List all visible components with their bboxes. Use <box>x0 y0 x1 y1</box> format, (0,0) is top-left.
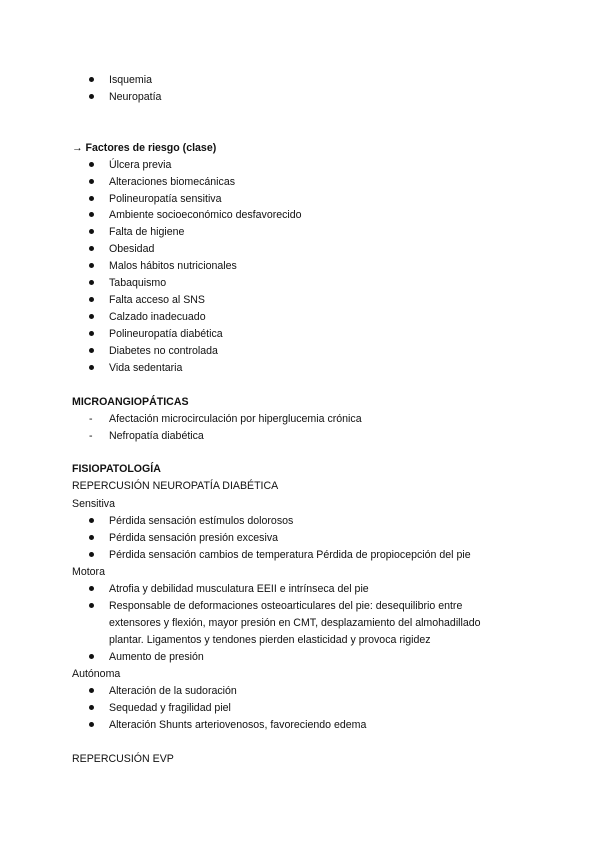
list-item-text: Obesidad <box>109 243 155 255</box>
neuropathy-subheading: REPERCUSIÓN NEUROPATÍA DIABÉTICA <box>72 480 279 492</box>
bullet-icon <box>87 224 95 240</box>
motor-label: Motora <box>72 566 105 578</box>
list-item-text: Polineuropatía diabética <box>109 328 223 340</box>
list-item-text: Calzado inadecuado <box>109 311 206 323</box>
bullet-icon <box>87 530 95 546</box>
list-item-text: Pérdida sensación presión excesiva <box>109 532 279 544</box>
bullet-icon <box>87 326 95 342</box>
list-item-text: Úlcera previa <box>109 159 172 171</box>
list-item-text: Pérdida sensación estímulos dolorosos <box>109 515 294 527</box>
evp-heading: REPERCUSIÓN EVP <box>72 753 174 765</box>
bullet-icon <box>87 157 95 173</box>
list-item-text: Afectación microcirculación por hiperglucemia crónica <box>109 413 362 425</box>
list-item-text: Responsable de deformaciones osteoarticulares del pie: desequilibrio entre <box>109 600 463 612</box>
list-item-continuation: plantar. Ligamentos y tendones pierden elasticidad y provoca rigidez <box>109 634 431 646</box>
bullet-icon <box>87 292 95 308</box>
list-item-text: Falta acceso al SNS <box>109 294 205 306</box>
list-item-text: Isquemia <box>109 74 152 86</box>
list-item-text: Pérdida sensación cambios de temperatura Pérdida de propiocepción del pie <box>109 549 471 561</box>
bullet-icon <box>87 89 95 105</box>
list-item-text: Ambiente socioeconómico desfavorecido <box>109 209 302 221</box>
list-item-text: Sequedad y fragilidad piel <box>109 702 231 714</box>
dash-marker: - <box>89 430 93 442</box>
bullet-icon <box>87 683 95 699</box>
list-item-text: Diabetes no controlada <box>109 345 218 357</box>
bullet-icon <box>87 513 95 529</box>
autonomic-label: Autónoma <box>72 668 121 680</box>
list-item-text: Vida sedentaria <box>109 362 183 374</box>
bullet-icon <box>87 191 95 207</box>
bullet-icon <box>87 258 95 274</box>
list-item-text: Tabaquismo <box>109 277 167 289</box>
sensory-label: Sensitiva <box>72 498 115 510</box>
bullet-icon <box>87 700 95 716</box>
bullet-icon <box>87 547 95 563</box>
list-item-text: Polineuropatía sensitiva <box>109 193 222 205</box>
list-item-text: Nefropatía diabética <box>109 430 204 442</box>
dash-marker: - <box>89 413 93 425</box>
risk-factors-heading: → Factores de riesgo (clase) <box>72 142 217 154</box>
bullet-icon <box>87 649 95 665</box>
list-item-text: Alteración de la sudoración <box>109 685 237 697</box>
physiopathology-heading: FISIOPATOLOGÍA <box>72 463 161 475</box>
list-item-text: Atrofia y debilidad musculatura EEII e intrínseca del pie <box>109 583 369 595</box>
bullet-icon <box>87 72 95 88</box>
bullet-icon <box>87 207 95 223</box>
bullet-icon <box>87 275 95 291</box>
list-item-text: Falta de higiene <box>109 226 185 238</box>
list-item-text: Alteración Shunts arteriovenosos, favoreciendo edema <box>109 719 367 731</box>
bullet-icon <box>87 598 95 614</box>
bullet-icon <box>87 241 95 257</box>
list-item-text: Neuropatía <box>109 91 162 103</box>
bullet-icon <box>87 581 95 597</box>
bullet-icon <box>87 174 95 190</box>
bullet-icon <box>87 360 95 376</box>
list-item-continuation: extensores y flexión, mayor presión en CMT, desplazamiento del almohadillado <box>109 617 481 629</box>
bullet-icon <box>87 717 95 733</box>
list-item-text: Malos hábitos nutricionales <box>109 260 237 272</box>
bullet-icon <box>87 309 95 325</box>
list-item-text: Alteraciones biomecánicas <box>109 176 236 188</box>
microangiopathic-heading: MICROANGIOPÁTICAS <box>72 396 189 408</box>
list-item-text: Aumento de presión <box>109 651 204 663</box>
bullet-icon <box>87 343 95 359</box>
